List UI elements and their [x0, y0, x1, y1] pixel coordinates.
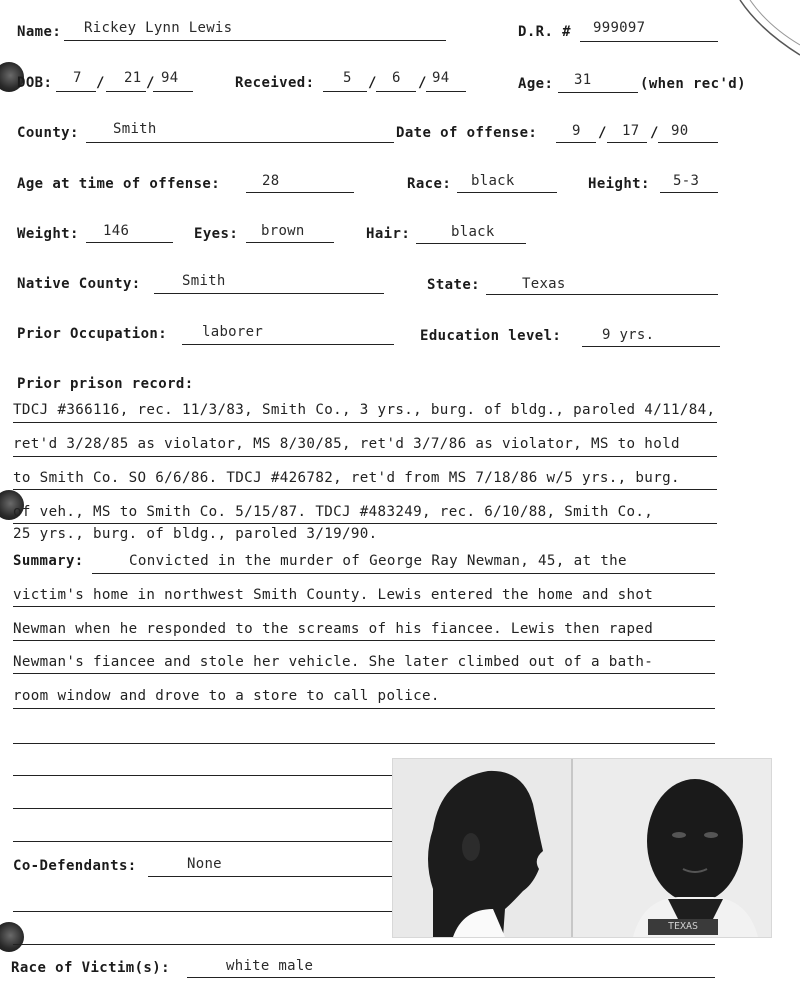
binder-hole-icon — [0, 922, 24, 952]
dob-underline — [106, 91, 146, 92]
race-value: black — [471, 173, 515, 189]
offense-underline — [607, 142, 647, 143]
offense-slash: / — [598, 125, 607, 141]
blank-line — [13, 808, 393, 809]
eyes-label: Eyes: — [194, 226, 239, 242]
county-value: Smith — [113, 121, 157, 137]
received-underline — [426, 91, 466, 92]
mugshot-silhouettes — [393, 759, 771, 937]
age-underline — [558, 92, 638, 93]
blank-line — [13, 775, 393, 776]
co-defendants-underline — [148, 876, 393, 877]
summary-line: room window and drove to a store to call police. — [13, 688, 440, 704]
dob-month: 7 — [73, 70, 82, 86]
age-at-offense-value: 28 — [262, 173, 280, 189]
hair-label: Hair: — [366, 226, 411, 242]
prior-record-label: Prior prison record: — [17, 376, 194, 392]
received-underline — [323, 91, 367, 92]
dob-underline — [153, 91, 193, 92]
dr-value: 999097 — [593, 20, 646, 36]
summary-underline — [13, 606, 715, 607]
race-of-victim-underline — [187, 977, 715, 978]
height-underline — [660, 192, 718, 193]
co-defendants-value: None — [187, 856, 222, 872]
received-day: 6 — [392, 70, 401, 86]
offense-slash: / — [650, 125, 659, 141]
age-value: 31 — [574, 72, 592, 88]
eyes-underline — [246, 242, 334, 243]
received-month: 5 — [343, 70, 352, 86]
blank-line — [13, 743, 715, 744]
race-underline — [457, 192, 557, 193]
prior-record-underline — [13, 456, 717, 457]
county-underline — [86, 142, 394, 143]
date-of-offense-label: Date of offense: — [396, 125, 538, 141]
prior-occupation-value: laborer — [202, 324, 264, 340]
prior-record-underline — [13, 489, 717, 490]
hair-value: black — [451, 224, 495, 240]
eyes-value: brown — [261, 223, 305, 239]
native-county-value: Smith — [182, 273, 226, 289]
native-county-label: Native County: — [17, 276, 141, 292]
dob-underline — [56, 91, 96, 92]
blank-line — [13, 841, 393, 842]
race-of-victim-label: Race of Victim(s): — [11, 960, 170, 976]
summary-line: Newman's fiancee and stole her vehicle. She later climbed out of a bath- — [13, 654, 654, 670]
co-defendants-label: Co-Defendants: — [13, 858, 137, 874]
received-slash: / — [368, 75, 377, 91]
prior-occupation-label: Prior Occupation: — [17, 326, 168, 342]
dob-day: 21 — [124, 70, 142, 86]
education-value: 9 yrs. — [602, 327, 655, 343]
education-label: Education level: — [420, 328, 562, 344]
prior-record-line: to Smith Co. SO 6/6/86. TDCJ #426782, ret'd from MS 7/18/86 w/5 yrs., burg. — [13, 470, 680, 486]
dr-underline — [580, 41, 718, 42]
dr-label: D.R. # — [518, 24, 571, 40]
dob-year: 94 — [161, 70, 179, 86]
mugshot-photo — [392, 758, 772, 938]
state-underline — [486, 294, 718, 295]
summary-underline — [92, 573, 715, 574]
height-label: Height: — [588, 176, 650, 192]
offense-underline — [556, 142, 596, 143]
received-label: Received: — [235, 75, 315, 91]
summary-line: Convicted in the murder of George Ray Newman, 45, at the — [129, 553, 627, 569]
weight-value: 146 — [103, 223, 130, 239]
photo-plate: TEXAS — [648, 919, 718, 935]
received-underline — [376, 91, 416, 92]
dob-slash: / — [96, 75, 105, 91]
state-value: Texas — [522, 276, 566, 292]
race-of-victim-value: white male — [226, 958, 314, 974]
received-slash: / — [418, 75, 427, 91]
age-at-offense-underline — [246, 192, 354, 193]
summary-underline — [13, 640, 715, 641]
education-underline — [582, 346, 720, 347]
hair-underline — [416, 243, 526, 244]
race-label: Race: — [407, 176, 452, 192]
summary-underline — [13, 673, 715, 674]
native-county-underline — [154, 293, 384, 294]
prior-record-line: ret'd 3/28/85 as violator, MS 8/30/85, ret'd 3/7/86 as violator, MS to hold — [13, 436, 680, 452]
summary-underline — [13, 708, 715, 709]
dob-label: DOB: — [17, 75, 53, 91]
age-at-offense-label: Age at time of offense: — [17, 176, 221, 192]
prior-record-line: 25 yrs., burg. of bldg., paroled 3/19/90. — [13, 526, 378, 542]
dob-slash: / — [146, 75, 155, 91]
prior-record-line: TDCJ #366116, rec. 11/3/83, Smith Co., 3 yrs., burg. of bldg., paroled 4/11/84, — [13, 402, 716, 418]
blank-line — [13, 911, 393, 912]
offense-day: 17 — [622, 123, 640, 139]
summary-line: Newman when he responded to the screams of his fiancee. Lewis then raped — [13, 621, 654, 637]
weight-underline — [86, 242, 173, 243]
age-suffix: (when rec'd) — [640, 76, 746, 92]
summary-label: Summary: — [13, 553, 84, 569]
prior-record-line: of veh., MS to Smith Co. 5/15/87. TDCJ #483249, rec. 6/10/88, Smith Co., — [13, 504, 654, 520]
folded-corner-mark — [730, 0, 800, 60]
prior-record-underline — [13, 523, 717, 524]
received-year: 94 — [432, 70, 450, 86]
blank-line — [13, 944, 715, 945]
offense-month: 9 — [572, 123, 581, 139]
name-underline — [64, 40, 446, 41]
prior-occupation-underline — [182, 344, 394, 345]
summary-line: victim's home in northwest Smith County. Lewis entered the home and shot — [13, 587, 654, 603]
state-label: State: — [427, 277, 480, 293]
name-value: Rickey Lynn Lewis — [84, 20, 233, 36]
height-value: 5-3 — [673, 173, 700, 189]
county-label: County: — [17, 125, 79, 141]
age-label: Age: — [518, 76, 554, 92]
offense-underline — [658, 142, 718, 143]
name-label: Name: — [17, 24, 62, 40]
weight-label: Weight: — [17, 226, 79, 242]
offense-year: 90 — [671, 123, 689, 139]
prior-record-underline — [13, 422, 717, 423]
